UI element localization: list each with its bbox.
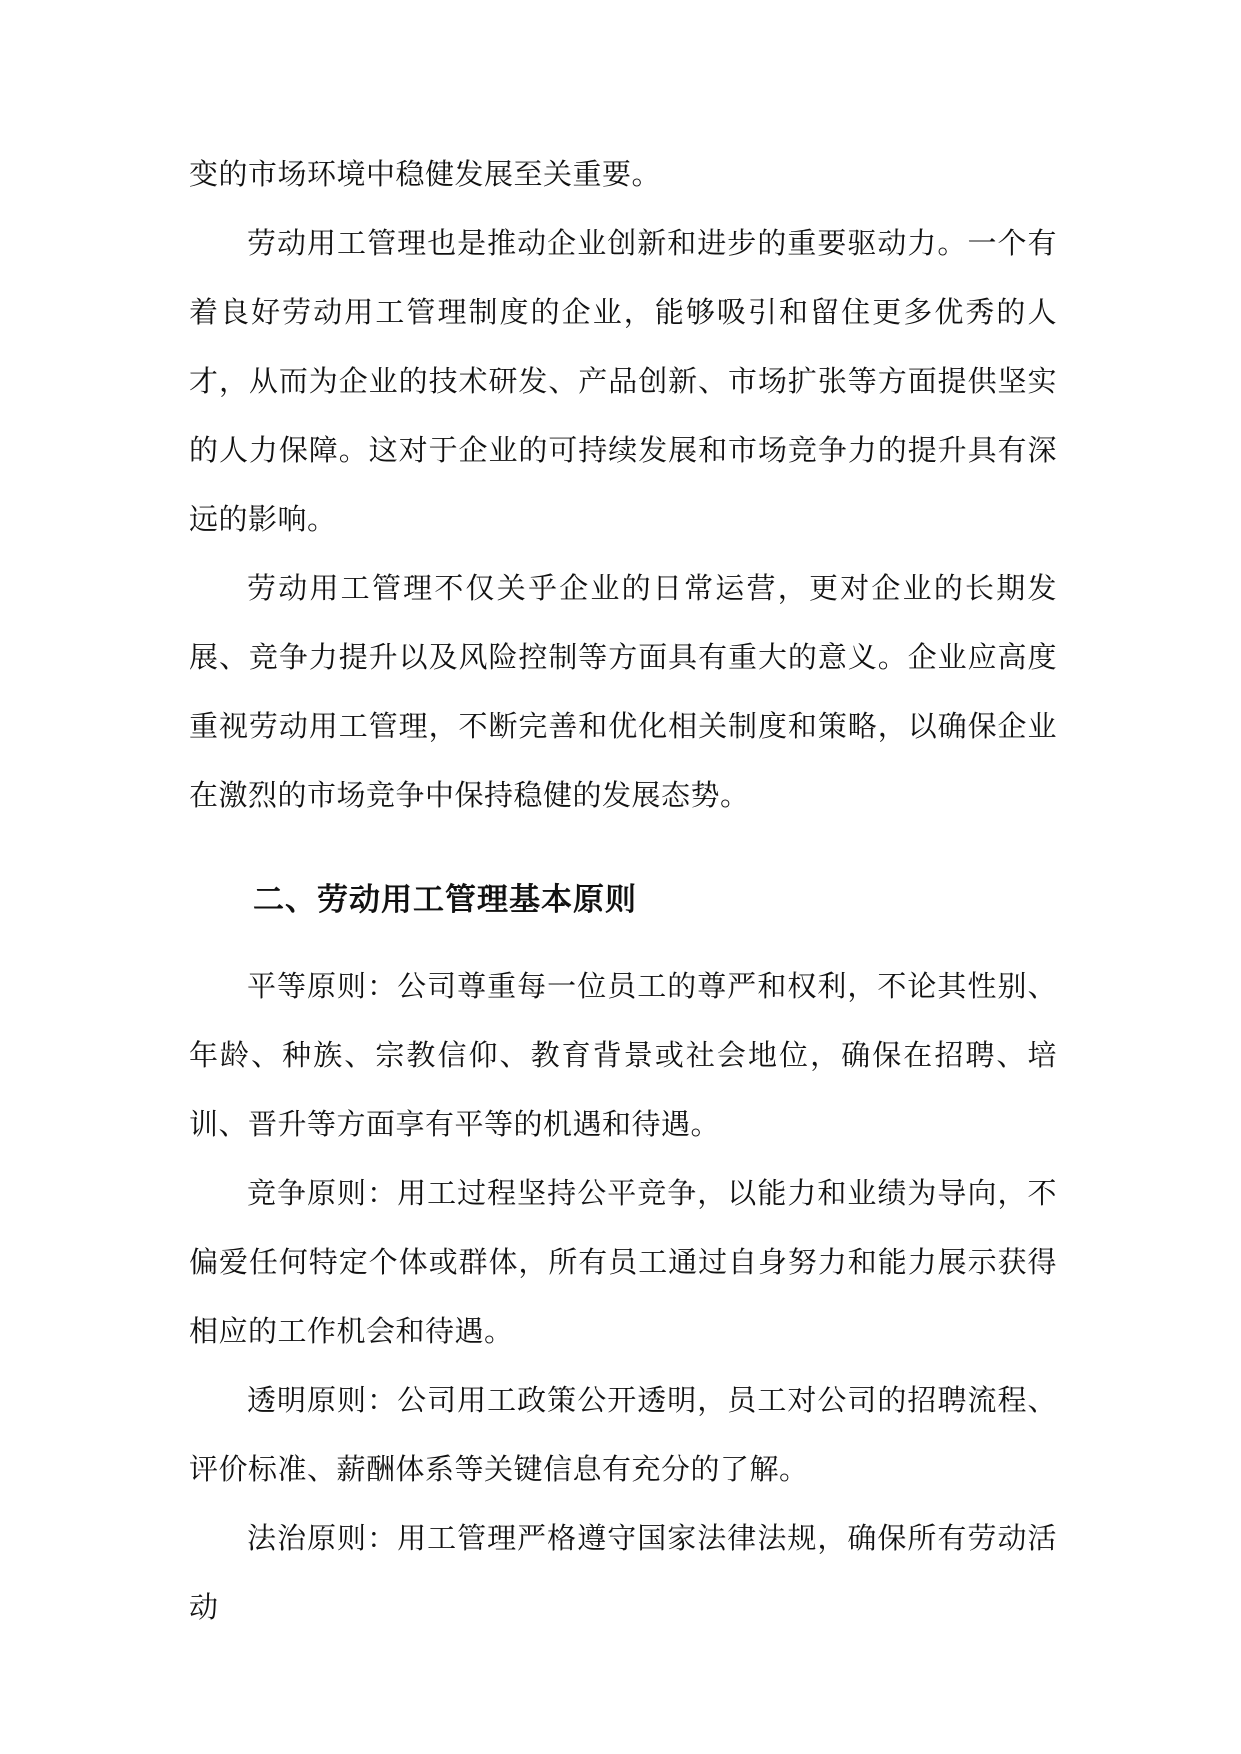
paragraph-transparency-principle: 透明原则：公司用工政策公开透明，员工对公司的招聘流程、评价标准、薪酬体系等关键信息有充分的了解。 bbox=[189, 1383, 1057, 1486]
section-heading: 二、劳动用工管理基本原则 bbox=[253, 882, 637, 918]
paragraph-equality-principle: 平等原则：公司尊重每一位员工的尊严和权利，不论其性别、年龄、种族、宗教信仰、教育背景或社会地位，确保在招聘、培训、晋升等方面享有平等的机遇和待遇。 bbox=[189, 969, 1057, 1141]
paragraph-competition-principle: 竞争原则：用工过程坚持公平竞争，以能力和业绩为导向，不偏爱任何特定个体或群体，所有员工通过自身努力和能力展示获得相应的工作机会和待遇。 bbox=[189, 1176, 1057, 1348]
paragraph-significance-summary: 劳动用工管理不仅关乎企业的日常运营，更对企业的长期发展、竞争力提升以及风险控制等方面具有重大的意义。企业应高度重视劳动用工管理，不断完善和优化相关制度和策略，以确保企业在激烈的市场竞争中保持稳健的发展态势。 bbox=[189, 571, 1057, 812]
paragraph-rule-of-law-principle: 法治原则：用工管理严格遵守国家法律法规，确保所有劳动活动 bbox=[189, 1521, 1057, 1624]
paragraph-innovation-driver: 劳动用工管理也是推动企业创新和进步的重要驱动力。一个有着良好劳动用工管理制度的企业，能够吸引和留住更多优秀的人才，从而为企业的技术研发、产品创新、市场扩张等方面提供坚实的人力保障。这对于企业的可持续发展和市场竞争力的提升具有深远的影响。 bbox=[189, 226, 1057, 536]
page-content bbox=[189, 140, 1057, 1642]
paragraph-continuation: 变的市场环境中稳健发展至关重要。 bbox=[189, 157, 662, 191]
